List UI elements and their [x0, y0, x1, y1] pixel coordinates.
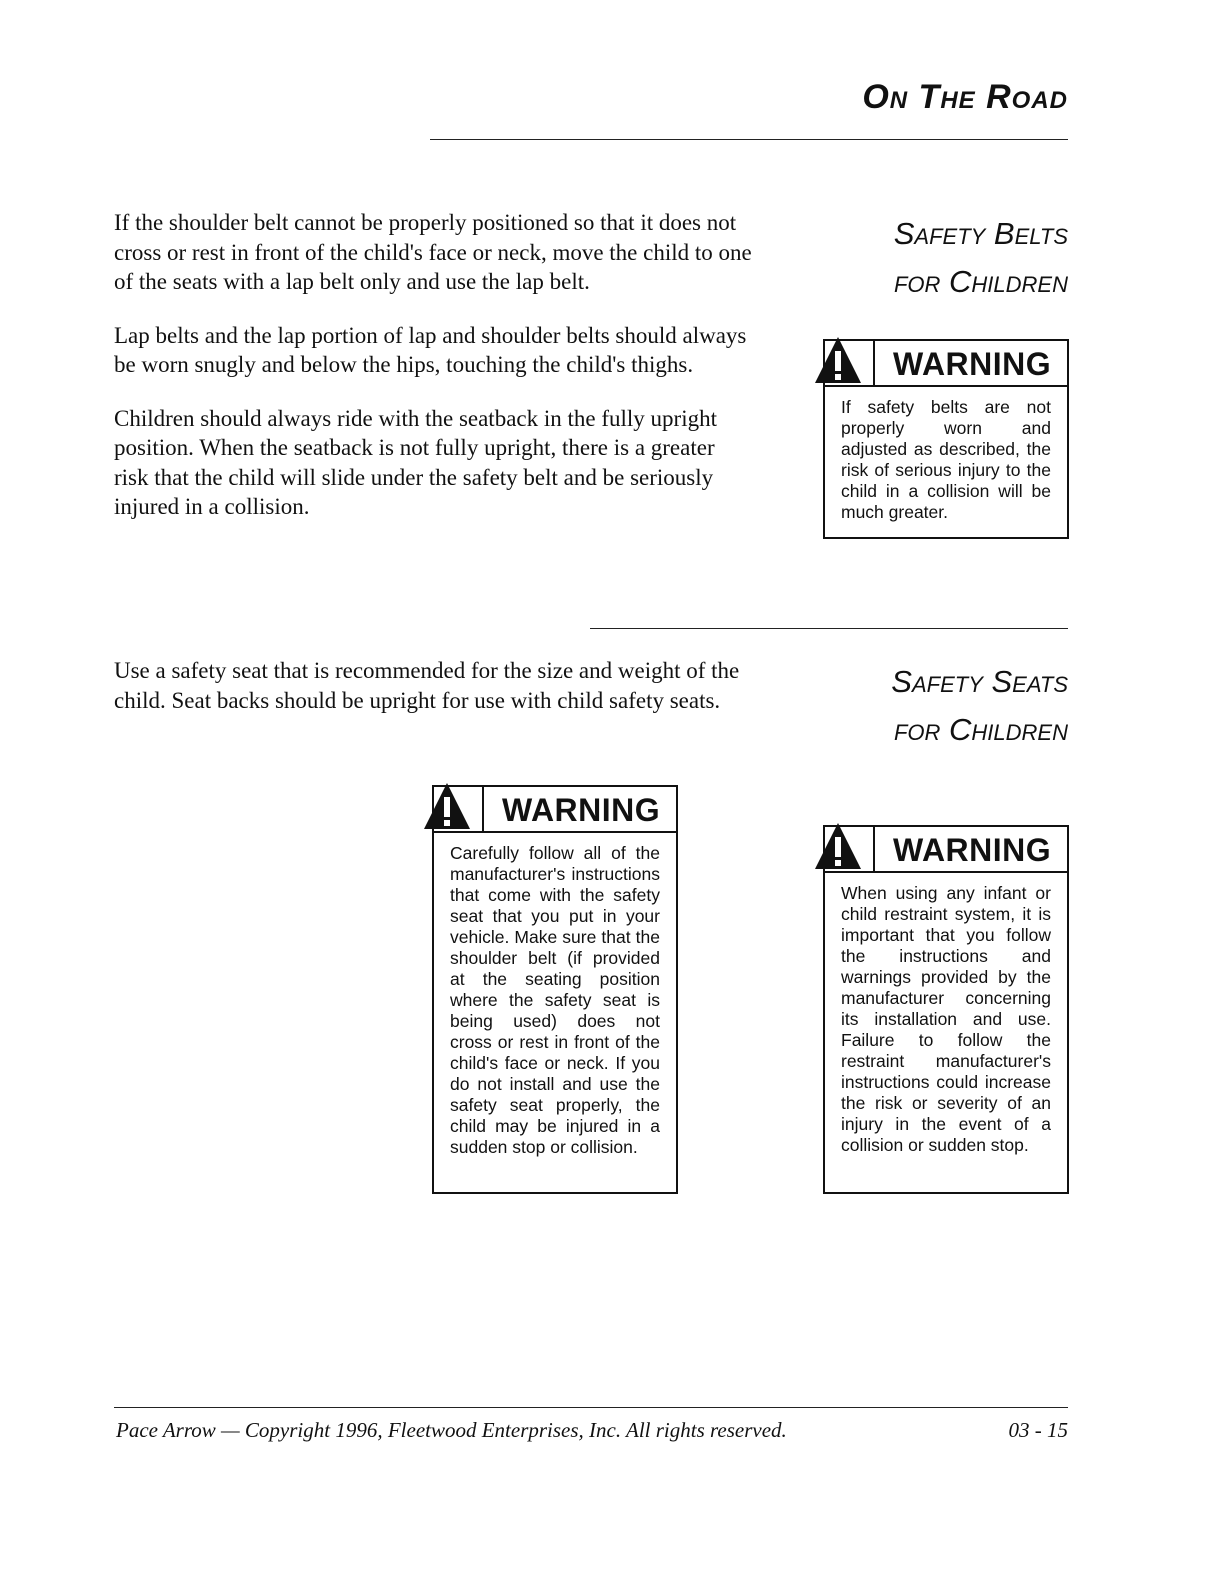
heading-line-2: for Children: [893, 264, 1068, 299]
section-safety-belts-body: [114, 208, 754, 522]
warning-text: When using any infant or child restraint system, it is important that you follow the instructions and warnings provided by the manufacturer concerning its installation and use. Failure to follow the restraint manufacturer's instructions could increase the risk or severity of an injury in the event of a collision or sudden stop.: [841, 883, 1051, 1155]
paragraph: Lap belts and the lap portion of lap and shoulder belts should always be worn snugly and below the hips, touching the child's thighs.: [114, 322, 747, 377]
warning-box-safety-seat-instructions: [432, 785, 678, 1194]
paragraph: If the shoulder belt cannot be properly positioned so that it does not cross or rest in front of the child's face or neck, move the child to one of the seats with a lap belt only and use the lap belt.: [114, 210, 752, 294]
warning-label: WARNING: [873, 827, 1059, 871]
warning-box-restraint-system: [823, 825, 1069, 1194]
section-divider-rule: [590, 628, 1068, 629]
header-rule: [430, 139, 1068, 140]
heading-line-1: Safety Belts: [893, 216, 1068, 251]
warning-box-safety-belts: [823, 339, 1069, 539]
heading-line-1: Safety Seats: [891, 664, 1068, 699]
paragraph: Children should always ride with the seatback in the fully upright position. When the seatback is not fully upright, there is a greater risk that the child will slide under the safety belt and be seriously injured in a collision.: [114, 405, 717, 519]
footer-rule: [114, 1407, 1068, 1408]
heading-line-2: for Children: [893, 712, 1068, 747]
section-heading-safety-seats: [891, 658, 1068, 754]
warning-text: Carefully follow all of the manufacturer's instructions that come with the safety seat that you put in your vehicle. Make sure that the shoulder belt (if provided at the seating position where the safety seat is being used) does not cross or rest in front of the child's face or neck. If you do not install and use the safety seat properly, the child may be injured in a sudden stop or collision.: [450, 843, 660, 1157]
warning-label: WARNING: [873, 341, 1059, 385]
warning-triangle-icon: [422, 781, 472, 831]
warning-header: [825, 827, 1067, 873]
warning-header: [825, 341, 1067, 387]
warning-triangle-icon: [813, 335, 863, 385]
footer-page-number: 03 - 15: [1008, 1418, 1068, 1442]
warning-header: [434, 787, 676, 833]
warning-triangle-icon: [813, 821, 863, 871]
paragraph: Use a safety seat that is recommended for the size and weight of the child. Seat backs should be upright for use with child safety seats.: [114, 658, 740, 713]
footer-copyright: Pace Arrow — Copyright 1996, Fleetwood Enterprises, Inc. All rights reserved.: [116, 1418, 787, 1442]
section-safety-seats-body: [114, 656, 754, 715]
page-header-title: On The Road: [862, 78, 1068, 116]
section-heading-safety-belts: [894, 210, 1068, 306]
warning-label: WARNING: [482, 787, 668, 831]
warning-text: If safety belts are not properly worn and adjusted as described, the risk of serious injury to the child in a collision will be much greater.: [841, 397, 1051, 522]
